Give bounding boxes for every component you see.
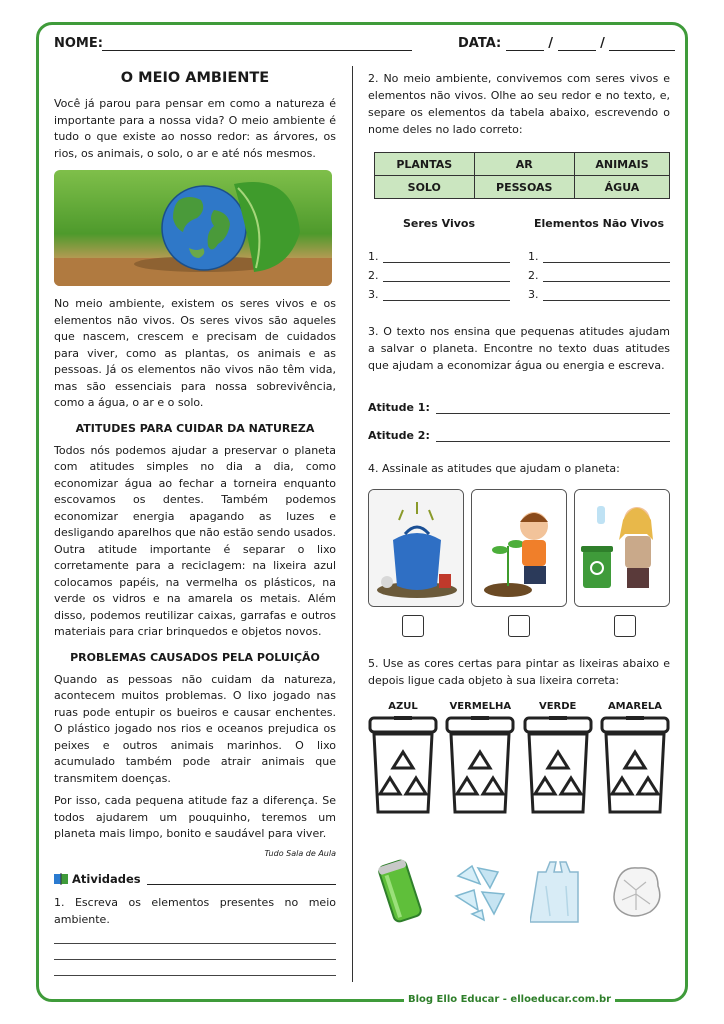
table-cell: PLANTAS — [375, 153, 475, 176]
bin-label: AZUL — [388, 701, 418, 712]
left-column — [54, 66, 336, 976]
name-line[interactable] — [102, 50, 412, 51]
question-3: 3. O texto nos ensina que pequenas atitudes ajudam a salvar o planeta. Encontre no texto duas atitudes que ajudam a economizar água ou energia e escreva. — [368, 325, 670, 372]
activities-underline — [147, 873, 336, 885]
date-month-line[interactable] — [558, 50, 596, 51]
bin-blue[interactable] — [368, 701, 438, 820]
living-beings-paragraph: No meio ambiente, existem os seres vivos e os elementos não vivos. Os seres vivos são aqueles que nascem, crescem e precisam de cuidados para viver, como as plantas, os animais e as pessoas. Já os elementos não vivos não têm vida, mas são essenciais para nossa sobrevivência, como a água, o ar e o solo. — [54, 297, 336, 409]
trash-pile-card — [368, 489, 464, 607]
attitude-1-label: Atitude 1: — [368, 401, 430, 414]
attitude-2-row[interactable] — [368, 414, 670, 442]
recycle-bin-icon — [368, 716, 438, 816]
non-living-heading: Elementos Não Vivos — [533, 217, 665, 230]
crumpled-paper-icon[interactable] — [604, 856, 668, 926]
answer-line[interactable] — [543, 251, 671, 263]
date-label: DATA: — [458, 36, 502, 51]
trash-bag-icon — [369, 490, 464, 607]
date-year-line[interactable] — [609, 50, 675, 51]
earth-leaf-image — [54, 170, 332, 286]
plastic-bag-icon[interactable] — [530, 856, 586, 926]
table-cell: PESSOAS — [474, 176, 574, 199]
answer-row[interactable] — [528, 244, 670, 263]
name-field[interactable] — [54, 36, 103, 51]
answer-row[interactable] — [528, 263, 670, 282]
attitude-checkboxes — [368, 615, 670, 637]
book-icon — [54, 873, 68, 885]
broken-glass-icon[interactable] — [448, 856, 512, 926]
child-planting-icon — [472, 490, 567, 607]
row-number: 2. — [528, 269, 539, 282]
answer-line[interactable] — [54, 928, 336, 944]
date-day-line[interactable] — [506, 50, 544, 51]
attitudes-heading: ATITUDES PARA CUIDAR DA NATUREZA — [75, 421, 315, 435]
row-number: 1. — [528, 250, 539, 263]
activities-label: Atividades — [72, 871, 141, 886]
bin-yellow[interactable] — [600, 701, 670, 820]
recycling-girl-card — [574, 489, 670, 607]
attitude-2-label: Atitude 2: — [368, 429, 430, 442]
bin-red[interactable] — [445, 701, 515, 820]
question-5: 5. Use as cores certas para pintar as lixeiras abaixo e depois ligue cada objeto à sua lixeira correta: — [368, 657, 670, 687]
aluminum-can-icon[interactable] — [370, 856, 430, 926]
bin-label: AMARELA — [607, 701, 663, 712]
table-cell: AR — [474, 153, 574, 176]
elements-table — [374, 152, 670, 199]
recycling-bins — [368, 701, 670, 820]
attitude-cards — [368, 489, 670, 607]
answer-line[interactable] — [54, 960, 336, 976]
row-number: 3. — [528, 288, 539, 301]
checkbox-trash[interactable] — [402, 615, 424, 637]
source-credit: Tudo Sala de Aula — [264, 848, 336, 858]
table-cell: ANIMAIS — [574, 153, 669, 176]
row-number: 2. — [368, 269, 379, 282]
column-divider — [352, 66, 353, 982]
question-1: 1. Escreva os elementos presentes no meio ambiente. — [54, 895, 336, 926]
recycle-bin-icon — [600, 716, 670, 816]
date-slash: / — [600, 36, 605, 51]
header — [54, 36, 670, 60]
name-label: NOME: — [54, 36, 103, 51]
right-column — [368, 66, 670, 926]
row-number: 1. — [368, 250, 379, 263]
checkbox-recycling[interactable] — [614, 615, 636, 637]
classification-columns — [368, 217, 670, 301]
recyclable-objects — [368, 856, 670, 926]
living-column — [368, 217, 510, 301]
question-4: 4. Assinale as atitudes que ajudam o planeta: — [368, 462, 620, 475]
answer-line[interactable] — [436, 402, 670, 414]
checkbox-planting[interactable] — [508, 615, 530, 637]
answer-line[interactable] — [436, 430, 670, 442]
pollution-paragraph: Quando as pessoas não cuidam da natureza, acontecem muitos problemas. O lixo jogado nas ruas pode entupir os bueiros e causar enchentes. O plástico jogado nos rios e oceanos prejudica os peixes e outros animais marinhos. O lixo acumulado também pode atrair animais que transmitem doenças. — [54, 672, 336, 785]
attitude-answers — [368, 386, 670, 442]
table-row — [375, 176, 670, 199]
living-heading: Seres Vivos — [402, 217, 475, 230]
activities-heading — [54, 872, 336, 886]
table-row — [375, 153, 670, 176]
question-2: 2. No meio ambiente, convivemos com seres vivos e elementos não vivos. Olhe ao seu redor e no texto, e, separe os elementos da tabela abaixo, escrevendo o nome deles no lado correto: — [368, 72, 670, 136]
conclusion-paragraph: Por isso, cada pequena atitude faz a diferença. Se todos ajudarem um pouquinho, teremos um planeta mais limpo, bonito e saudável para viver. — [54, 794, 336, 840]
bin-label: VERDE — [538, 701, 577, 712]
table-cell: SOLO — [375, 176, 475, 199]
recycle-bin-icon — [445, 716, 515, 816]
answer-line[interactable] — [54, 944, 336, 960]
bin-label: VERMELHA — [449, 701, 512, 712]
answer-row[interactable] — [528, 282, 670, 301]
non-living-column — [528, 217, 670, 301]
table-cell: ÁGUA — [574, 176, 669, 199]
footer-credit: Blog Ello Educar - elloeducar.com.br — [404, 994, 615, 1005]
intro-paragraph: Você já parou para pensar em como a natureza é importante para a nossa vida? O meio ambiente é tudo o que existe ao nosso redor: as árvores, os rios, os animais, o solo, o ar e até nós mesmos. — [54, 97, 336, 160]
bin-green[interactable] — [523, 701, 593, 820]
answer-row[interactable] — [368, 263, 510, 282]
girl-recycling-icon — [575, 490, 670, 607]
attitudes-paragraph: Todos nós podemos ajudar a preservar o planeta com atitudes simples no dia a dia, como economizar água ao fechar a torneira enquanto escovamos os dentes. Também podemos economizar energia apagando as luzes e desligando aparelhos que não estão sendo usados. Outra atitude importante é separar o lixo corretamente para a reciclagem: na lixeira azul colocamos papéis, na vermelha os plásticos, na verde os vidros e na amarela os metais. Além disso, podemos reutilizar caixas, garrafas e outros materiais para criar brinquedos e objetos novos. — [54, 443, 336, 638]
answer-row[interactable] — [368, 244, 510, 263]
recycle-bin-icon — [523, 716, 593, 816]
answer-line[interactable] — [383, 270, 511, 282]
attitude-1-row[interactable] — [368, 386, 670, 414]
answer-line[interactable] — [383, 251, 511, 263]
row-number: 3. — [368, 288, 379, 301]
answer-line[interactable] — [543, 289, 671, 301]
date-field[interactable] — [458, 36, 675, 51]
answer-row[interactable] — [368, 282, 510, 301]
planting-child-card — [471, 489, 567, 607]
pollution-heading: PROBLEMAS CAUSADOS PELA POLUIÇÃO — [70, 650, 320, 664]
page-title: O MEIO AMBIENTE — [120, 70, 270, 86]
answer-line[interactable] — [383, 289, 511, 301]
date-slash: / — [548, 36, 554, 51]
answer-line[interactable] — [543, 270, 671, 282]
